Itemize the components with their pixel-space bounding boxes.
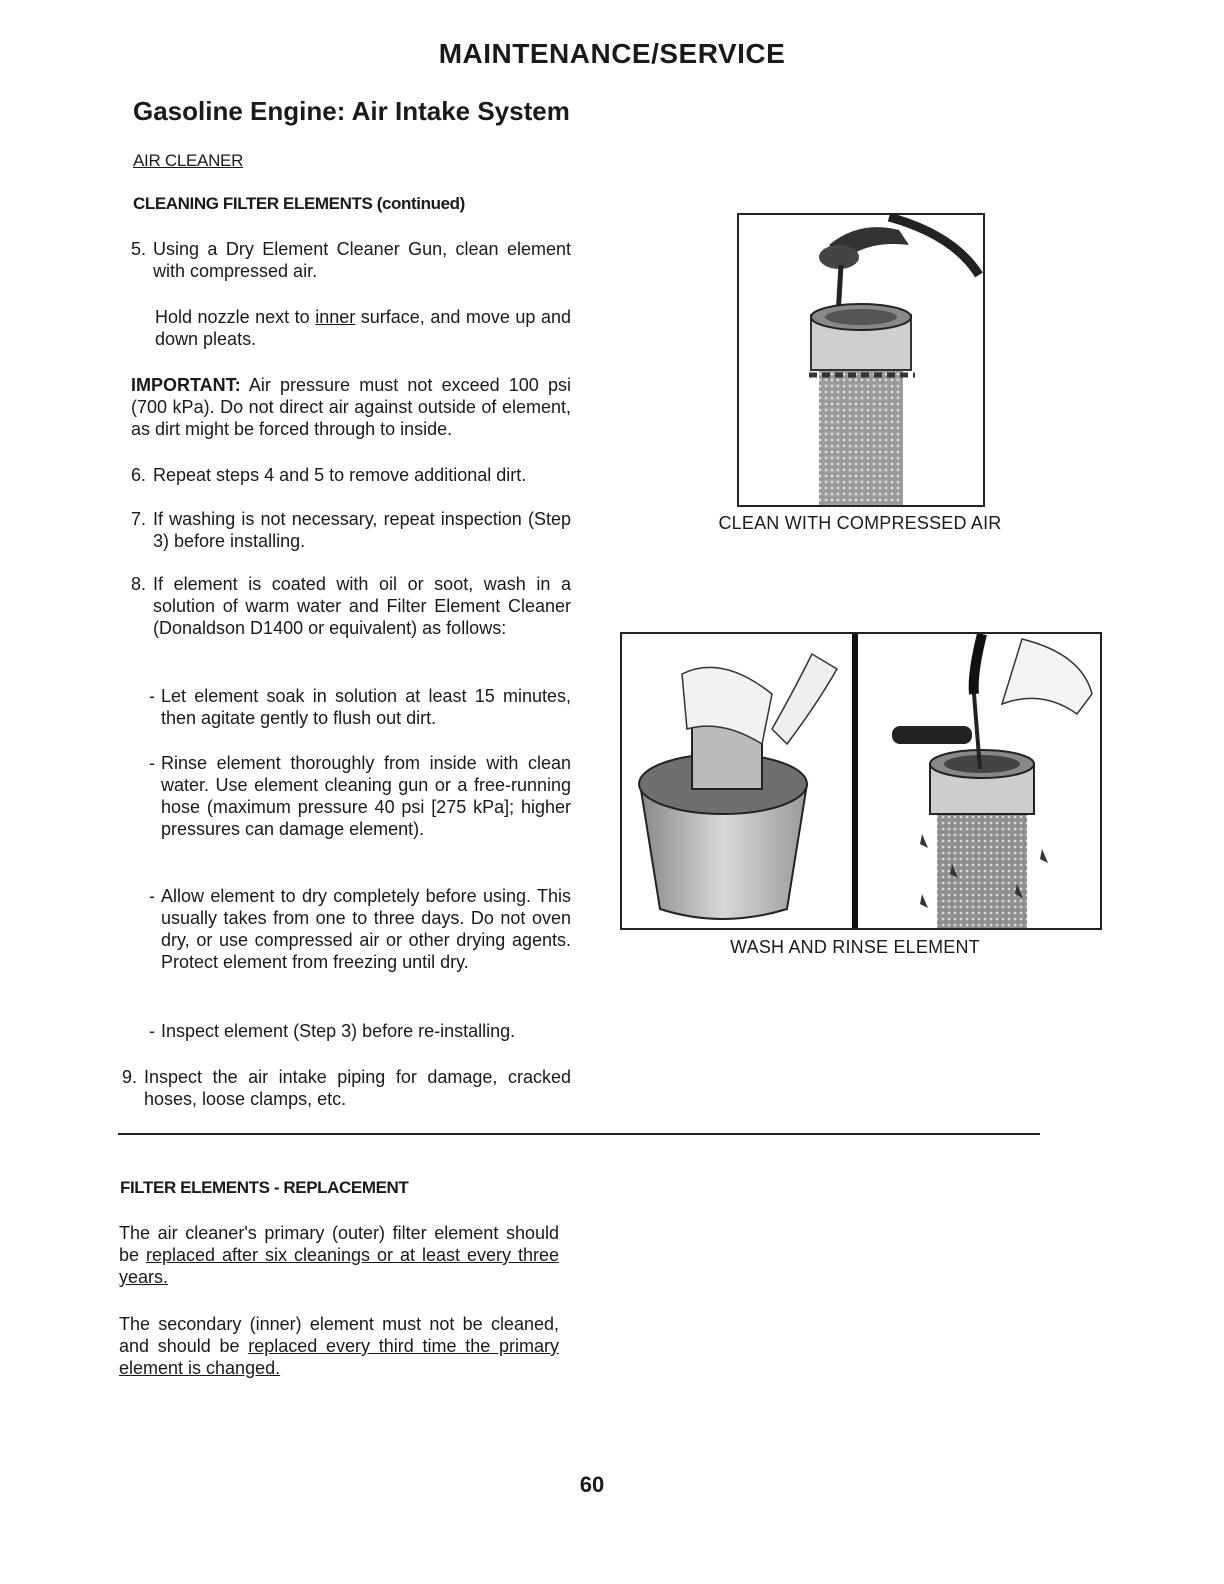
replacement-interval: replaced after six cleanings or at least every three years.: [119, 1245, 559, 1287]
figure-2-caption: WASH AND RINSE ELEMENT: [730, 937, 980, 957]
section-title: Gasoline Engine: Air Intake System: [133, 96, 570, 126]
step-5: [131, 238, 571, 282]
air-cleaner-subhead: AIR CLEANER: [133, 151, 244, 170]
important-label: IMPORTANT:: [131, 375, 241, 395]
figure-wash-rinse: [620, 632, 1102, 930]
page-header-title: MAINTENANCE/SERVICE: [438, 38, 786, 69]
step-8-bullet: - Inspect element (Step 3) before re-installing.: [149, 1021, 516, 1041]
step-8: 8. If element is coated with oil or soot, wash in a solution of warm water and Filter Element Cleaner (Donaldson D1400 or equivalent) as follows:: [131, 574, 571, 638]
important-note: [131, 374, 571, 440]
wash-rinse-illustration: [622, 634, 1100, 928]
step-5-note: Hold nozzle next to inner surface, and move up and down pleats.: [155, 307, 571, 349]
replacement-paragraph-1: The air cleaner's primary (outer) filter element should be replaced after six cleanings or at least every three years.: [119, 1223, 559, 1287]
figure-compressed-air: [737, 213, 985, 507]
air-gun-cleaning-illustration: [739, 215, 983, 505]
replacement-paragraph-2: The secondary (inner) element must not be cleaned, and should be replaced every third time the primary element is changed.: [119, 1314, 559, 1378]
secondary-replacement-interval: replaced every third time the primary element is changed.: [119, 1336, 559, 1378]
step-7: 7. If washing is not necessary, repeat inspection (Step 3) before installing.: [131, 509, 571, 551]
step-8-bullet: - Let element soak in solution at least 15 minutes, then agitate gently to flush out dirt.: [149, 686, 571, 728]
step-number: 5.: [131, 239, 147, 259]
step-6: 6. Repeat steps 4 and 5 to remove additional dirt.: [131, 465, 527, 485]
step-9: 9. Inspect the air intake piping for damage, cracked hoses, loose clamps, etc.: [122, 1067, 571, 1109]
figure-1-caption: CLEAN WITH COMPRESSED AIR: [718, 513, 1002, 533]
important-text: Air pressure must not exceed 100 psi (700 kPa). Do not direct air against outside of element, as dirt might be forced through to inside.: [131, 375, 571, 439]
section-divider: [118, 1133, 1040, 1135]
step-8-bullet: - Rinse element thoroughly from inside with clean water. Use element cleaning gun or a free-running hose (maximum pressure 40 psi [275 kPa]; higher pressures can damage element).: [149, 753, 571, 839]
inner-emphasis: inner: [315, 307, 356, 327]
replacement-heading: FILTER ELEMENTS - REPLACEMENT: [120, 1178, 409, 1197]
page-number: 60: [579, 1472, 605, 1497]
cleaning-heading: CLEANING FILTER ELEMENTS (continued): [133, 194, 465, 213]
step-8-bullet: - Allow element to dry completely before using. This usually takes from one to three days. Do not oven dry, or use compressed air or other drying agents. Protect element from freezing until dry.: [149, 886, 571, 972]
step-text: Using a Dry Element Cleaner Gun, clean element with compressed air.: [153, 239, 571, 281]
